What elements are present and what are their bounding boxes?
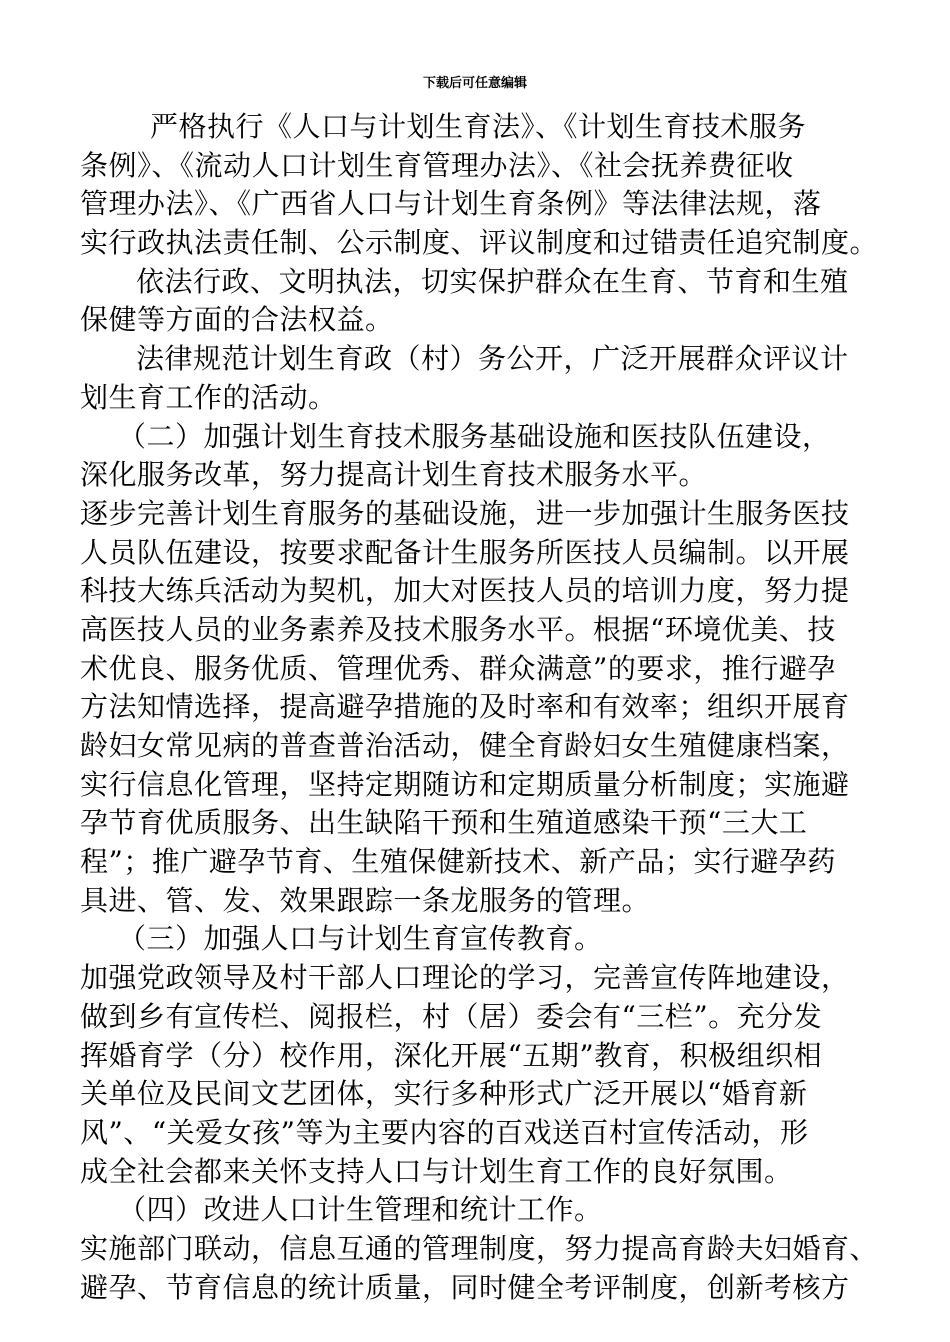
text-line: 法律规范计划生育政（村）务公开，广泛开展群众评议计 xyxy=(136,342,849,376)
text-line: 关单位及民间文艺团体，实行多种形式广泛开展以“婚育新 xyxy=(80,1077,808,1111)
text-line: 加强党政领导及村干部人口理论的学习，完善宣传阵地建设， xyxy=(80,961,850,995)
text-line: 做到乡有宣传栏、阅报栏，村（居）委会有“三栏”。充分发 xyxy=(80,999,823,1033)
text-line: （二）加强计划生育技术服务基础设施和医技队伍建设， xyxy=(118,419,831,453)
document-body xyxy=(80,108,880,1307)
text-line: 实行信息化管理，坚持定期随访和定期质量分析制度；实施避 xyxy=(80,767,850,801)
text-line: 严格执行《人口与计划生育法》、《计划生育技术服务 xyxy=(150,110,807,143)
text-line: 划生育工作的活动。 xyxy=(80,380,337,414)
text-line: 条例》、《流动人口计划生育管理办法》、《社会抚养费征收 xyxy=(80,148,794,182)
text-line: 孕节育优质服务、出生缺陷干预和生殖道感染干预“三大工 xyxy=(80,806,808,840)
text-line: 高医技人员的业务素养及技术服务水平。根据“环境优美、技 xyxy=(80,612,836,646)
text-line: （三）加强人口与计划生育宣传教育。 xyxy=(118,922,603,956)
text-line: 程”；推广避孕节育、生殖保健新技术、新产品；实行避孕药 xyxy=(80,845,836,879)
text-line: 挥婚育学（分）校作用，深化开展“五期”教育，积极组织相 xyxy=(80,1038,823,1072)
text-line: 人员队伍建设，按要求配备计生服务所医技人员编制。以开展 xyxy=(80,535,850,569)
text-line: 具进、管、发、效果跟踪一条龙服务的管理。 xyxy=(80,883,651,917)
text-line: 实施部门联动，信息互通的管理制度，努力提高育龄夫妇婚育、 xyxy=(80,1231,879,1265)
text-line: 依法行政、文明执法，切实保护群众在生育、节育和生殖 xyxy=(136,264,849,298)
text-line: 方法知情选择，提高避孕措施的及时率和有效率；组织开展育 xyxy=(80,690,850,724)
text-line: 实行政执法责任制、公示制度、评议制度和过错责任追究制度。 xyxy=(80,226,879,260)
text-line: 术优良、服务优质、管理优秀、群众满意”的要求，推行避孕 xyxy=(80,651,836,685)
text-line: 深化服务改革，努力提高计划生育技术服务水平。 xyxy=(80,458,708,492)
text-line: 风”、“关爱女孩”等为主要内容的百戏送百村宣传活动，形 xyxy=(80,1115,809,1149)
text-line: 科技大练兵活动为契机，加大对医技人员的培训力度，努力提 xyxy=(80,574,850,608)
text-line: 保健等方面的合法权益。 xyxy=(80,303,394,337)
text-line: 逐步完善计划生育服务的基础设施，进一步加强计生服务医技 xyxy=(80,496,850,530)
text-line: 避孕、节育信息的统计质量，同时健全考评制度，创新考核方 xyxy=(80,1270,850,1304)
text-line: （四）改进人口计生管理和统计工作。 xyxy=(118,1193,603,1227)
text-line: 龄妇女常见病的普查普治活动，健全育龄妇女生殖健康档案， xyxy=(80,729,850,762)
text-line: 管理办法》、《广西省人口与计划生育条例》等法律法规，落 xyxy=(80,187,822,221)
text-line: 成全社会都来关怀支持人口与计划生育工作的良好氛围。 xyxy=(80,1154,793,1188)
page-header: 下载后可任意编辑 xyxy=(422,76,527,91)
